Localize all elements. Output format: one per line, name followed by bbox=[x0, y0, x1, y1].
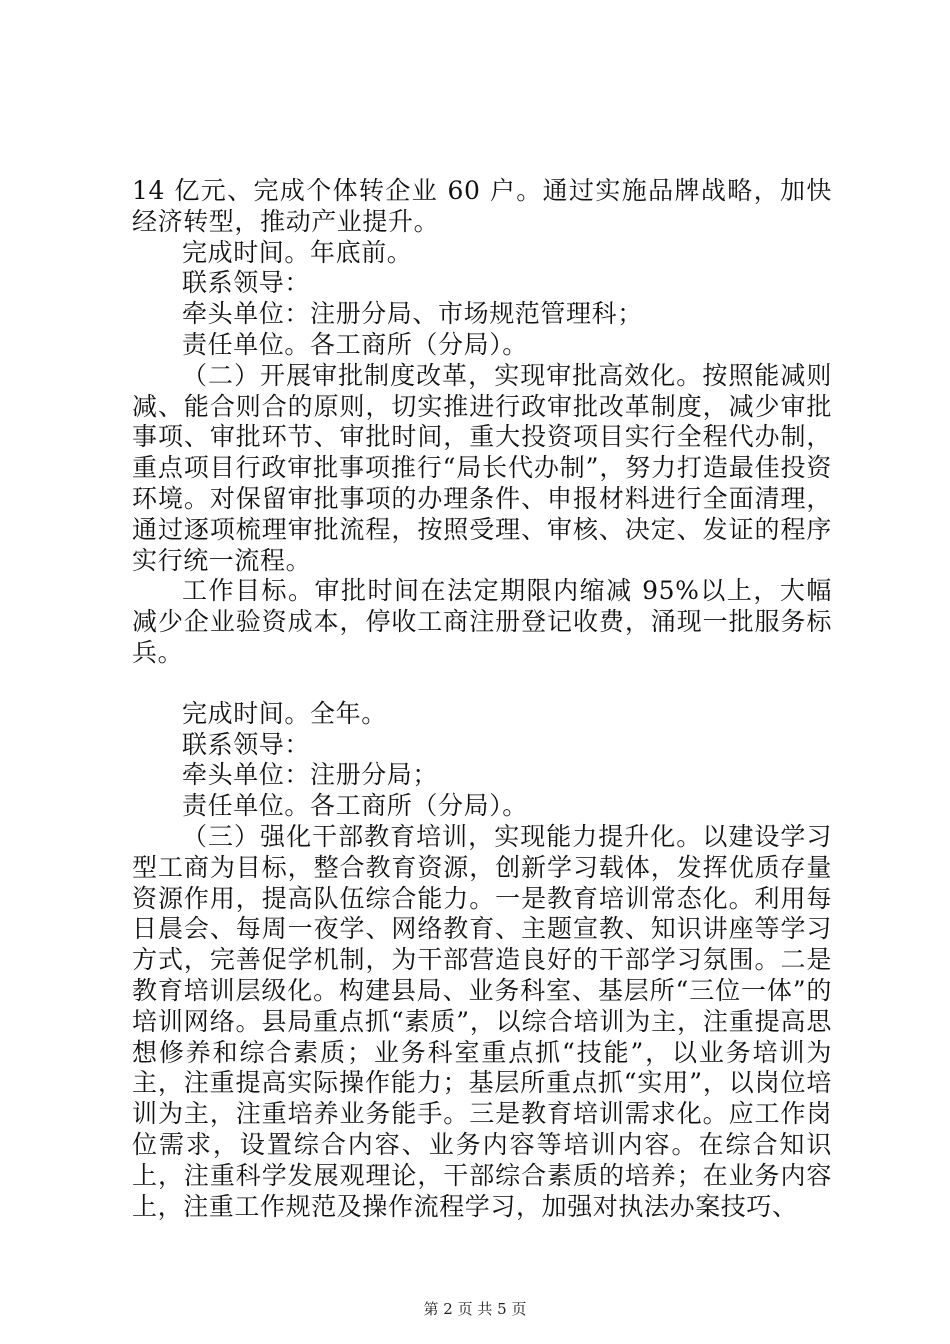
paragraph-responsible-unit: 责任单位。各工商所（分局）。 bbox=[182, 329, 528, 359]
paragraph-contact-leader: 联系领导： bbox=[182, 729, 311, 759]
paragraph-completion-time: 完成时间。年底前。 bbox=[182, 237, 413, 267]
paragraph-responsible-unit: 责任单位。各工商所（分局）。 bbox=[182, 791, 528, 821]
paragraph-work-goal: 工作目标。审批时间在法定期限内缩减 95%以上，大幅减少企业验资成本，停收工商注册登记收费，涌现一批服务标兵。 bbox=[132, 576, 832, 667]
paragraph-continuation: 14 亿元、完成个体转企业 60 户。通过实施品牌战略，加快经济转型，推动产业提升。 bbox=[132, 176, 832, 236]
paragraph-completion-time: 完成时间。全年。 bbox=[182, 698, 387, 728]
paragraph-lead-unit: 牵头单位：注册分局、市场规范管理科； bbox=[182, 299, 643, 329]
paragraph-contact-leader: 联系领导： bbox=[182, 268, 311, 298]
document-body bbox=[132, 176, 832, 1222]
page-number-footer: 第 2 页 共 5 页 bbox=[423, 1300, 527, 1318]
paragraph-section-three: （三）强化干部教育培训，实现能力提升化。以建设学习型工商为目标，整合教育资源，创新学习载体，发挥优质存量资源作用，提高队伍综合能力。一是教育培训常态化。利用每日晨会、每周一夜学、网络教育、主题宣教、知识讲座等学习方式，完善促学机制，为干部营造良好的干部学习氛围。二是教育培训层级化。构建县局、业务科室、基层所“三位一体”的培训网络。县局重点抓“素质”，以综合培训为主，注重提高思想修养和综合素质；业务科室重点抓“技能”，以业务培训为主，注重提高实际操作能力；基层所重点抓“实用”，以岗位培训为主，注重培养业务能手。三是教育培训需求化。应工作岗位需求，设置综合内容、业务内容等培训内容。在综合知识上，注重科学发展观理论，干部综合素质的培养；在业务内容上，注重工作规范及操作流程学习，加强对执法办案技巧、 bbox=[132, 821, 832, 1221]
paragraph-section-two: （二）开展审批制度改革，实现审批高效化。按照能减则减、能合则合的原则，切实推进行政审批改革制度，减少审批事项、审批环节、审批时间，重大投资项目实行全程代办制，重点项目行政审批事项推行“局长代办制”，努力打造最佳投资环境。对保留审批事项的办理条件、申报材料进行全面清理，通过逐项梳理审批流程，按照受理、审核、决定、发证的程序实行统一流程。 bbox=[132, 360, 832, 575]
paragraph-lead-unit: 牵头单位：注册分局； bbox=[182, 760, 439, 790]
